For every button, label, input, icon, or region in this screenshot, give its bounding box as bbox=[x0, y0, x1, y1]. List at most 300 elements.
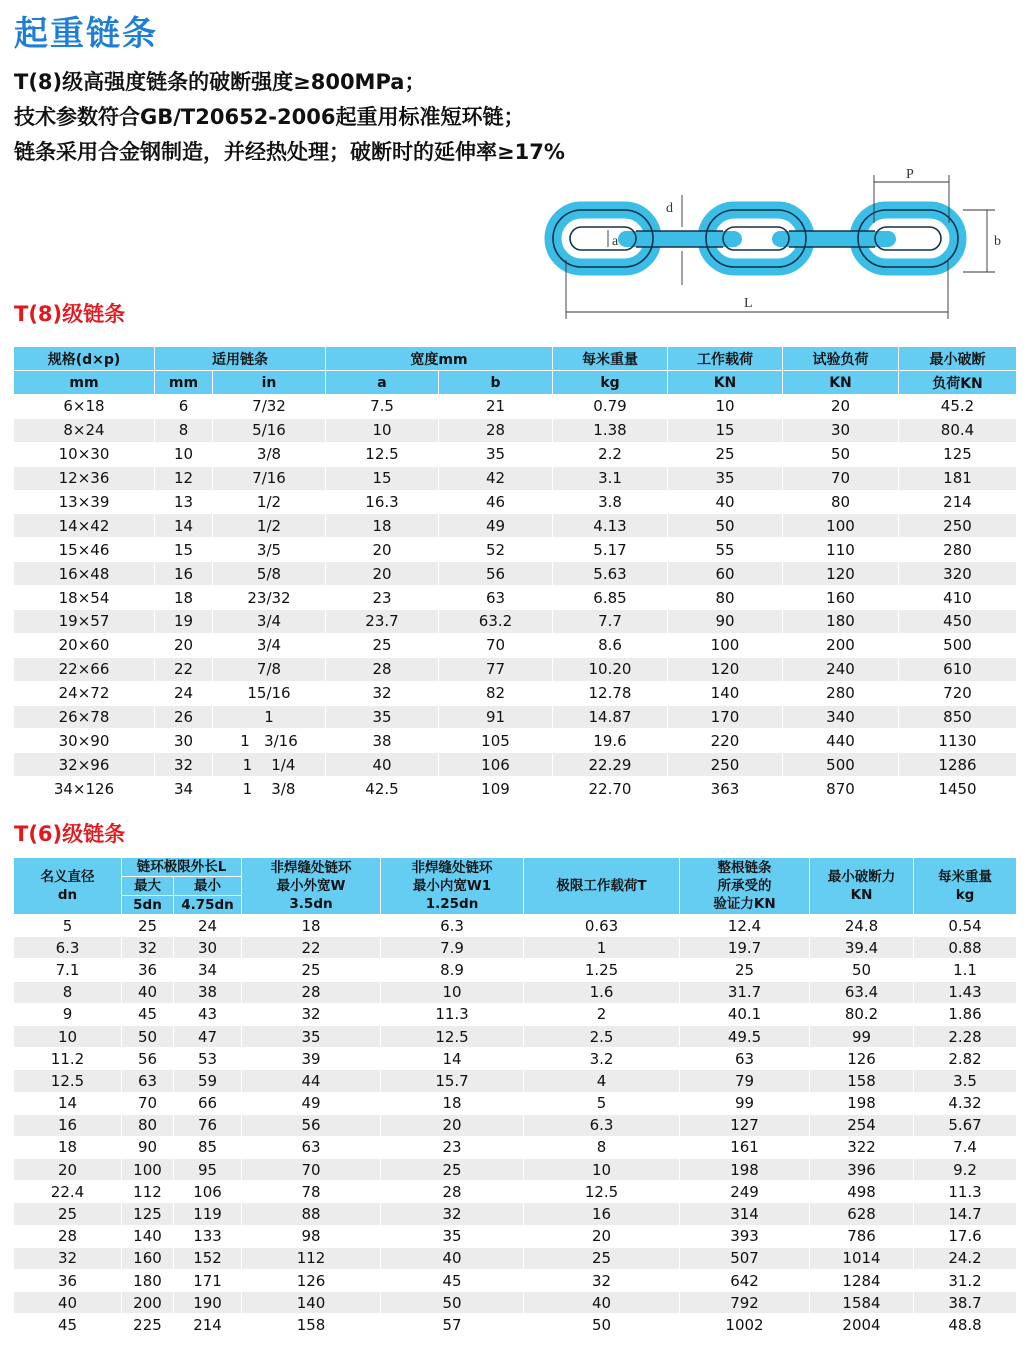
table-cell: 0.63 bbox=[524, 915, 680, 937]
table-cell: 16 bbox=[524, 1203, 680, 1225]
table-cell: 15 bbox=[668, 418, 783, 442]
table-row bbox=[14, 442, 1017, 466]
table-cell: 28 bbox=[14, 1225, 122, 1247]
table-cell: 158 bbox=[810, 1070, 914, 1092]
label-p: P bbox=[906, 167, 914, 182]
table-cell: 49 bbox=[439, 514, 553, 538]
table-cell: 66 bbox=[174, 1092, 242, 1114]
table-cell: 16×48 bbox=[14, 562, 155, 586]
table-cell: 17.6 bbox=[914, 1225, 1017, 1247]
table-cell: 40 bbox=[381, 1247, 524, 1269]
table-cell: 9 bbox=[14, 1003, 122, 1025]
table-cell: 80 bbox=[668, 586, 783, 610]
table-cell: 2.28 bbox=[914, 1025, 1017, 1047]
t6-header-weight bbox=[914, 858, 1017, 915]
table-cell: 628 bbox=[810, 1203, 914, 1225]
table-cell: 26×78 bbox=[14, 705, 155, 729]
table-cell: 15×46 bbox=[14, 538, 155, 562]
table-cell: 13×39 bbox=[14, 490, 155, 514]
table-cell: 7.4 bbox=[914, 1136, 1017, 1158]
t8-header-test-load: 试验负荷 bbox=[783, 347, 899, 371]
table-cell: 40 bbox=[668, 490, 783, 514]
table-cell: 112 bbox=[242, 1247, 381, 1269]
table-row bbox=[14, 1114, 1017, 1136]
table-cell: 16.3 bbox=[326, 490, 439, 514]
label-l: L bbox=[744, 296, 753, 311]
table-cell: 90 bbox=[122, 1136, 174, 1158]
table-cell: 1/2 bbox=[213, 514, 326, 538]
table-cell: 8.6 bbox=[553, 633, 668, 657]
table-cell: 160 bbox=[122, 1247, 174, 1269]
table-row bbox=[14, 981, 1017, 1003]
table-cell: 32 bbox=[524, 1270, 680, 1292]
t8-header-weight-unit: kg bbox=[553, 371, 668, 395]
table-cell: 40 bbox=[122, 981, 174, 1003]
t8-header-spec-unit: mm bbox=[14, 371, 155, 395]
t6-header-outer-width-3: 3.5dn bbox=[289, 896, 333, 912]
table-cell: 59 bbox=[174, 1070, 242, 1092]
table-cell: 22.29 bbox=[553, 753, 668, 777]
table-cell: 70 bbox=[439, 633, 553, 657]
table-cell: 109 bbox=[439, 777, 553, 801]
table-cell: 1 3/8 bbox=[213, 777, 326, 801]
table-cell: 32 bbox=[122, 937, 174, 959]
table-cell: 20×60 bbox=[14, 633, 155, 657]
table-cell: 440 bbox=[783, 729, 899, 753]
table-cell: 48.8 bbox=[914, 1314, 1017, 1336]
table-cell: 133 bbox=[174, 1225, 242, 1247]
t8-header-in: in bbox=[213, 371, 326, 395]
table-cell: 80.4 bbox=[899, 418, 1017, 442]
t8-header-weight: 每米重量 bbox=[553, 347, 668, 371]
table-cell: 250 bbox=[899, 514, 1017, 538]
table-cell: 15 bbox=[155, 538, 213, 562]
table-cell: 170 bbox=[668, 705, 783, 729]
table-cell: 1.1 bbox=[914, 959, 1017, 981]
table-cell: 12×36 bbox=[14, 466, 155, 490]
table-cell: 1 bbox=[524, 937, 680, 959]
table-cell: 105 bbox=[439, 729, 553, 753]
table-cell: 25 bbox=[381, 1159, 524, 1181]
table-cell: 5.63 bbox=[553, 562, 668, 586]
table-cell: 507 bbox=[680, 1247, 810, 1269]
t6-header-proof-1: 整根链条 bbox=[717, 860, 772, 876]
table-cell: 363 bbox=[668, 777, 783, 801]
table-cell: 10×30 bbox=[14, 442, 155, 466]
table-cell: 2004 bbox=[810, 1314, 914, 1336]
table-cell: 55 bbox=[668, 538, 783, 562]
t6-header-inner-width-2: 最小内宽W1 bbox=[412, 878, 492, 894]
table-cell: 28 bbox=[242, 981, 381, 1003]
t6-header-inner-width-1: 非焊缝处链环 bbox=[411, 860, 493, 876]
table-cell: 10 bbox=[524, 1159, 680, 1181]
table-cell: 20 bbox=[381, 1114, 524, 1136]
table-row bbox=[14, 777, 1017, 801]
table-cell: 100 bbox=[122, 1159, 174, 1181]
table-cell: 10 bbox=[381, 981, 524, 1003]
table-cell: 1.6 bbox=[524, 981, 680, 1003]
table-cell: 0.54 bbox=[914, 915, 1017, 937]
table-cell: 7.7 bbox=[553, 610, 668, 634]
table-cell: 63 bbox=[122, 1070, 174, 1092]
table-cell: 14.7 bbox=[914, 1203, 1017, 1225]
table-cell: 5/16 bbox=[213, 418, 326, 442]
table-cell: 158 bbox=[242, 1314, 381, 1336]
table-cell: 3.5 bbox=[914, 1070, 1017, 1092]
table-cell: 19×57 bbox=[14, 610, 155, 634]
table-cell: 12.5 bbox=[326, 442, 439, 466]
table-cell: 50 bbox=[668, 514, 783, 538]
table-row bbox=[14, 538, 1017, 562]
table-row bbox=[14, 937, 1017, 959]
table-cell: 85 bbox=[174, 1136, 242, 1158]
table-cell: 125 bbox=[122, 1203, 174, 1225]
table-cell: 20 bbox=[524, 1225, 680, 1247]
table-cell: 46 bbox=[439, 490, 553, 514]
table-cell: 45 bbox=[381, 1270, 524, 1292]
t6-section-title: T(6)级链条 bbox=[14, 822, 126, 846]
table-cell: 1450 bbox=[899, 777, 1017, 801]
table-cell: 79 bbox=[680, 1070, 810, 1092]
table-row bbox=[14, 514, 1017, 538]
table-cell: 24 bbox=[155, 681, 213, 705]
table-cell: 14 bbox=[155, 514, 213, 538]
table-cell: 70 bbox=[242, 1159, 381, 1181]
table-cell: 15/16 bbox=[213, 681, 326, 705]
table-cell: 25 bbox=[680, 959, 810, 981]
table-cell: 5 bbox=[14, 915, 122, 937]
table-cell: 34×126 bbox=[14, 777, 155, 801]
table-cell: 1.25 bbox=[524, 959, 680, 981]
table-row bbox=[14, 1225, 1017, 1247]
table-cell: 1584 bbox=[810, 1292, 914, 1314]
table-cell: 214 bbox=[174, 1314, 242, 1336]
table-cell: 22 bbox=[155, 657, 213, 681]
table-cell: 8.9 bbox=[381, 959, 524, 981]
table-cell: 160 bbox=[783, 586, 899, 610]
table-cell: 25 bbox=[14, 1203, 122, 1225]
table-cell: 106 bbox=[174, 1181, 242, 1203]
table-cell: 642 bbox=[680, 1270, 810, 1292]
table-cell: 21 bbox=[439, 395, 553, 419]
t8-header-work-unit: KN bbox=[668, 371, 783, 395]
t6-header-nominal-1: 名义直径 bbox=[40, 869, 95, 885]
table-cell: 63 bbox=[242, 1136, 381, 1158]
table-cell: 119 bbox=[174, 1203, 242, 1225]
table-cell: 53 bbox=[174, 1048, 242, 1070]
table-cell: 98 bbox=[242, 1225, 381, 1247]
table-cell: 36 bbox=[122, 959, 174, 981]
t8-header-width: 宽度mm bbox=[326, 347, 553, 371]
t6-header-weight-1: 每米重量 bbox=[938, 869, 993, 885]
table-row bbox=[14, 466, 1017, 490]
table-cell: 45 bbox=[14, 1314, 122, 1336]
table-cell: 1286 bbox=[899, 753, 1017, 777]
table-cell: 20 bbox=[14, 1159, 122, 1181]
table-cell: 3/8 bbox=[213, 442, 326, 466]
table-cell: 1 bbox=[213, 705, 326, 729]
table-cell: 32 bbox=[242, 1003, 381, 1025]
table-cell: 1.38 bbox=[553, 418, 668, 442]
table-row bbox=[14, 418, 1017, 442]
table-cell: 225 bbox=[122, 1314, 174, 1336]
table-cell: 3.2 bbox=[524, 1048, 680, 1070]
table-cell: 25 bbox=[668, 442, 783, 466]
table-cell: 19.6 bbox=[553, 729, 668, 753]
t8-header-spec: 规格(d×p) bbox=[14, 347, 155, 371]
t6-header-proof-2: 所承受的 bbox=[717, 878, 772, 894]
t6-body bbox=[14, 915, 1017, 1337]
table-cell: 28 bbox=[381, 1181, 524, 1203]
table-cell: 112 bbox=[122, 1181, 174, 1203]
table-cell: 80.2 bbox=[810, 1003, 914, 1025]
table-cell: 3.8 bbox=[553, 490, 668, 514]
table-cell: 15.7 bbox=[381, 1070, 524, 1092]
table-cell: 6.3 bbox=[524, 1114, 680, 1136]
t6-header-nominal-2: dn bbox=[57, 887, 78, 903]
table-cell: 4 bbox=[524, 1070, 680, 1092]
table-cell: 8 bbox=[14, 981, 122, 1003]
table-cell: 50 bbox=[381, 1292, 524, 1314]
table-cell: 12.5 bbox=[381, 1025, 524, 1047]
table-cell: 7.9 bbox=[381, 937, 524, 959]
table-cell: 8 bbox=[524, 1136, 680, 1158]
table-cell: 19.7 bbox=[680, 937, 810, 959]
table-cell: 171 bbox=[174, 1270, 242, 1292]
table-cell: 88 bbox=[242, 1203, 381, 1225]
intro-line-1: T(8)级高强度链条的破断强度≥800MPa； bbox=[14, 70, 426, 94]
table-row bbox=[14, 633, 1017, 657]
table-cell: 240 bbox=[783, 657, 899, 681]
page-title: 起重链条 bbox=[14, 14, 158, 54]
table-cell: 6.85 bbox=[553, 586, 668, 610]
table-cell: 56 bbox=[439, 562, 553, 586]
table-cell: 78 bbox=[242, 1181, 381, 1203]
table-cell: 140 bbox=[242, 1292, 381, 1314]
table-cell: 11.3 bbox=[914, 1181, 1017, 1203]
table-cell: 180 bbox=[783, 610, 899, 634]
table-row bbox=[14, 705, 1017, 729]
table-cell: 12.78 bbox=[553, 681, 668, 705]
table-cell: 10 bbox=[668, 395, 783, 419]
table-cell: 30×90 bbox=[14, 729, 155, 753]
table-cell: 22 bbox=[242, 937, 381, 959]
table-cell: 125 bbox=[899, 442, 1017, 466]
table-cell: 140 bbox=[668, 681, 783, 705]
table-cell: 6.3 bbox=[381, 915, 524, 937]
table-cell: 14.87 bbox=[553, 705, 668, 729]
table-cell: 32 bbox=[14, 1247, 122, 1269]
table-cell: 0.79 bbox=[553, 395, 668, 419]
table-cell: 280 bbox=[899, 538, 1017, 562]
table-cell: 2.2 bbox=[553, 442, 668, 466]
table-cell: 32×96 bbox=[14, 753, 155, 777]
table-cell: 22.70 bbox=[553, 777, 668, 801]
table-cell: 63.4 bbox=[810, 981, 914, 1003]
table-row bbox=[14, 395, 1017, 419]
t8-body bbox=[14, 395, 1017, 801]
table-cell: 18×54 bbox=[14, 586, 155, 610]
table-cell: 280 bbox=[783, 681, 899, 705]
t6-header-min: 最小 bbox=[174, 877, 242, 896]
table-cell: 12.5 bbox=[14, 1070, 122, 1092]
table-cell: 200 bbox=[122, 1292, 174, 1314]
table-row bbox=[14, 1181, 1017, 1203]
table-cell: 25 bbox=[326, 633, 439, 657]
table-cell: 36 bbox=[14, 1270, 122, 1292]
table-cell: 2 bbox=[524, 1003, 680, 1025]
table-cell: 24.2 bbox=[914, 1247, 1017, 1269]
table-cell: 32 bbox=[155, 753, 213, 777]
table-cell: 20 bbox=[326, 562, 439, 586]
label-b: b bbox=[994, 234, 1001, 249]
table-cell: 152 bbox=[174, 1247, 242, 1269]
table-cell: 49 bbox=[242, 1092, 381, 1114]
table-cell: 8 bbox=[155, 418, 213, 442]
t8-table bbox=[13, 346, 1017, 801]
table-cell: 100 bbox=[783, 514, 899, 538]
table-cell: 34 bbox=[174, 959, 242, 981]
t8-header-applicable: 适用链条 bbox=[155, 347, 326, 371]
table-cell: 1.43 bbox=[914, 981, 1017, 1003]
table-cell: 500 bbox=[783, 753, 899, 777]
table-cell: 25 bbox=[524, 1247, 680, 1269]
table-cell: 52 bbox=[439, 538, 553, 562]
table-cell: 39 bbox=[242, 1048, 381, 1070]
t8-header-b: b bbox=[439, 371, 553, 395]
table-cell: 322 bbox=[810, 1136, 914, 1158]
t8-header-break-unit: 负荷KN bbox=[899, 371, 1017, 395]
table-cell: 5 bbox=[524, 1092, 680, 1114]
table-cell: 127 bbox=[680, 1114, 810, 1136]
table-cell: 249 bbox=[680, 1181, 810, 1203]
table-cell: 30 bbox=[174, 937, 242, 959]
table-cell: 35 bbox=[326, 705, 439, 729]
table-cell: 28 bbox=[439, 418, 553, 442]
table-row bbox=[14, 1292, 1017, 1314]
table-cell: 3/5 bbox=[213, 538, 326, 562]
table-cell: 3/4 bbox=[213, 633, 326, 657]
t6-header-min-unit: 4.75dn bbox=[174, 896, 242, 915]
table-cell: 161 bbox=[680, 1136, 810, 1158]
table-cell: 56 bbox=[242, 1114, 381, 1136]
table-cell: 3/4 bbox=[213, 610, 326, 634]
table-cell: 3.1 bbox=[553, 466, 668, 490]
t6-header-outer-width-2: 最小外宽W bbox=[276, 878, 346, 894]
table-cell: 31.2 bbox=[914, 1270, 1017, 1292]
table-cell: 20 bbox=[155, 633, 213, 657]
table-cell: 11.2 bbox=[14, 1048, 122, 1070]
table-cell: 2.5 bbox=[524, 1025, 680, 1047]
table-row bbox=[14, 1247, 1017, 1269]
t6-header-break-1: 最小破断力 bbox=[827, 869, 896, 885]
table-row bbox=[14, 681, 1017, 705]
t6-header-nominal bbox=[14, 858, 122, 915]
table-cell: 140 bbox=[122, 1225, 174, 1247]
table-cell: 99 bbox=[810, 1025, 914, 1047]
table-cell: 181 bbox=[899, 466, 1017, 490]
table-row bbox=[14, 490, 1017, 514]
table-cell: 6.3 bbox=[14, 937, 122, 959]
table-cell: 24.8 bbox=[810, 915, 914, 937]
table-cell: 15 bbox=[326, 466, 439, 490]
table-cell: 180 bbox=[122, 1270, 174, 1292]
table-cell: 100 bbox=[668, 633, 783, 657]
table-cell: 498 bbox=[810, 1181, 914, 1203]
table-row bbox=[14, 1070, 1017, 1092]
table-cell: 2.82 bbox=[914, 1048, 1017, 1070]
table-cell: 95 bbox=[174, 1159, 242, 1181]
t6-header-break bbox=[810, 858, 914, 915]
table-cell: 35 bbox=[668, 466, 783, 490]
table-cell: 45 bbox=[122, 1003, 174, 1025]
table-cell: 38 bbox=[174, 981, 242, 1003]
table-row bbox=[14, 1159, 1017, 1181]
table-row bbox=[14, 915, 1017, 937]
t6-header-outer-width-1: 非焊缝处链环 bbox=[270, 860, 352, 876]
table-cell: 32 bbox=[326, 681, 439, 705]
table-cell: 250 bbox=[668, 753, 783, 777]
table-cell: 850 bbox=[899, 705, 1017, 729]
table-cell: 35 bbox=[439, 442, 553, 466]
intro-line-2: 技术参数符合GB/T20652-2006起重用标准短环链； bbox=[14, 105, 525, 129]
table-row bbox=[14, 586, 1017, 610]
table-cell: 25 bbox=[122, 915, 174, 937]
table-cell: 30 bbox=[155, 729, 213, 753]
table-cell: 10 bbox=[14, 1025, 122, 1047]
table-cell: 31.7 bbox=[680, 981, 810, 1003]
table-cell: 57 bbox=[381, 1314, 524, 1336]
table-cell: 10.20 bbox=[553, 657, 668, 681]
table-cell: 16 bbox=[155, 562, 213, 586]
table-cell: 18 bbox=[242, 915, 381, 937]
table-cell: 110 bbox=[783, 538, 899, 562]
table-cell: 24×72 bbox=[14, 681, 155, 705]
table-cell: 50 bbox=[524, 1314, 680, 1336]
table-cell: 30 bbox=[783, 418, 899, 442]
table-row bbox=[14, 657, 1017, 681]
table-cell: 12 bbox=[155, 466, 213, 490]
table-cell: 7/8 bbox=[213, 657, 326, 681]
table-cell: 25 bbox=[242, 959, 381, 981]
label-a: a bbox=[612, 234, 619, 249]
table-cell: 42 bbox=[439, 466, 553, 490]
table-cell: 50 bbox=[122, 1025, 174, 1047]
table-cell: 18 bbox=[326, 514, 439, 538]
table-cell: 7.1 bbox=[14, 959, 122, 981]
table-cell: 393 bbox=[680, 1225, 810, 1247]
table-cell: 35 bbox=[242, 1025, 381, 1047]
table-cell: 1/2 bbox=[213, 490, 326, 514]
table-cell: 80 bbox=[122, 1114, 174, 1136]
table-cell: 80 bbox=[783, 490, 899, 514]
table-cell: 76 bbox=[174, 1114, 242, 1136]
table-cell: 6×18 bbox=[14, 395, 155, 419]
t6-header-weight-2: kg bbox=[955, 887, 975, 903]
table-row bbox=[14, 959, 1017, 981]
table-cell: 10 bbox=[155, 442, 213, 466]
table-cell: 44 bbox=[242, 1070, 381, 1092]
table-cell: 7/32 bbox=[213, 395, 326, 419]
table-cell: 12.5 bbox=[524, 1181, 680, 1203]
table-cell: 23 bbox=[381, 1136, 524, 1158]
label-d: d bbox=[666, 201, 673, 216]
table-cell: 14×42 bbox=[14, 514, 155, 538]
table-cell: 120 bbox=[783, 562, 899, 586]
table-cell: 5.67 bbox=[914, 1114, 1017, 1136]
table-cell: 45.2 bbox=[899, 395, 1017, 419]
t6-header-inner-width-3: 1.25dn bbox=[425, 896, 479, 912]
